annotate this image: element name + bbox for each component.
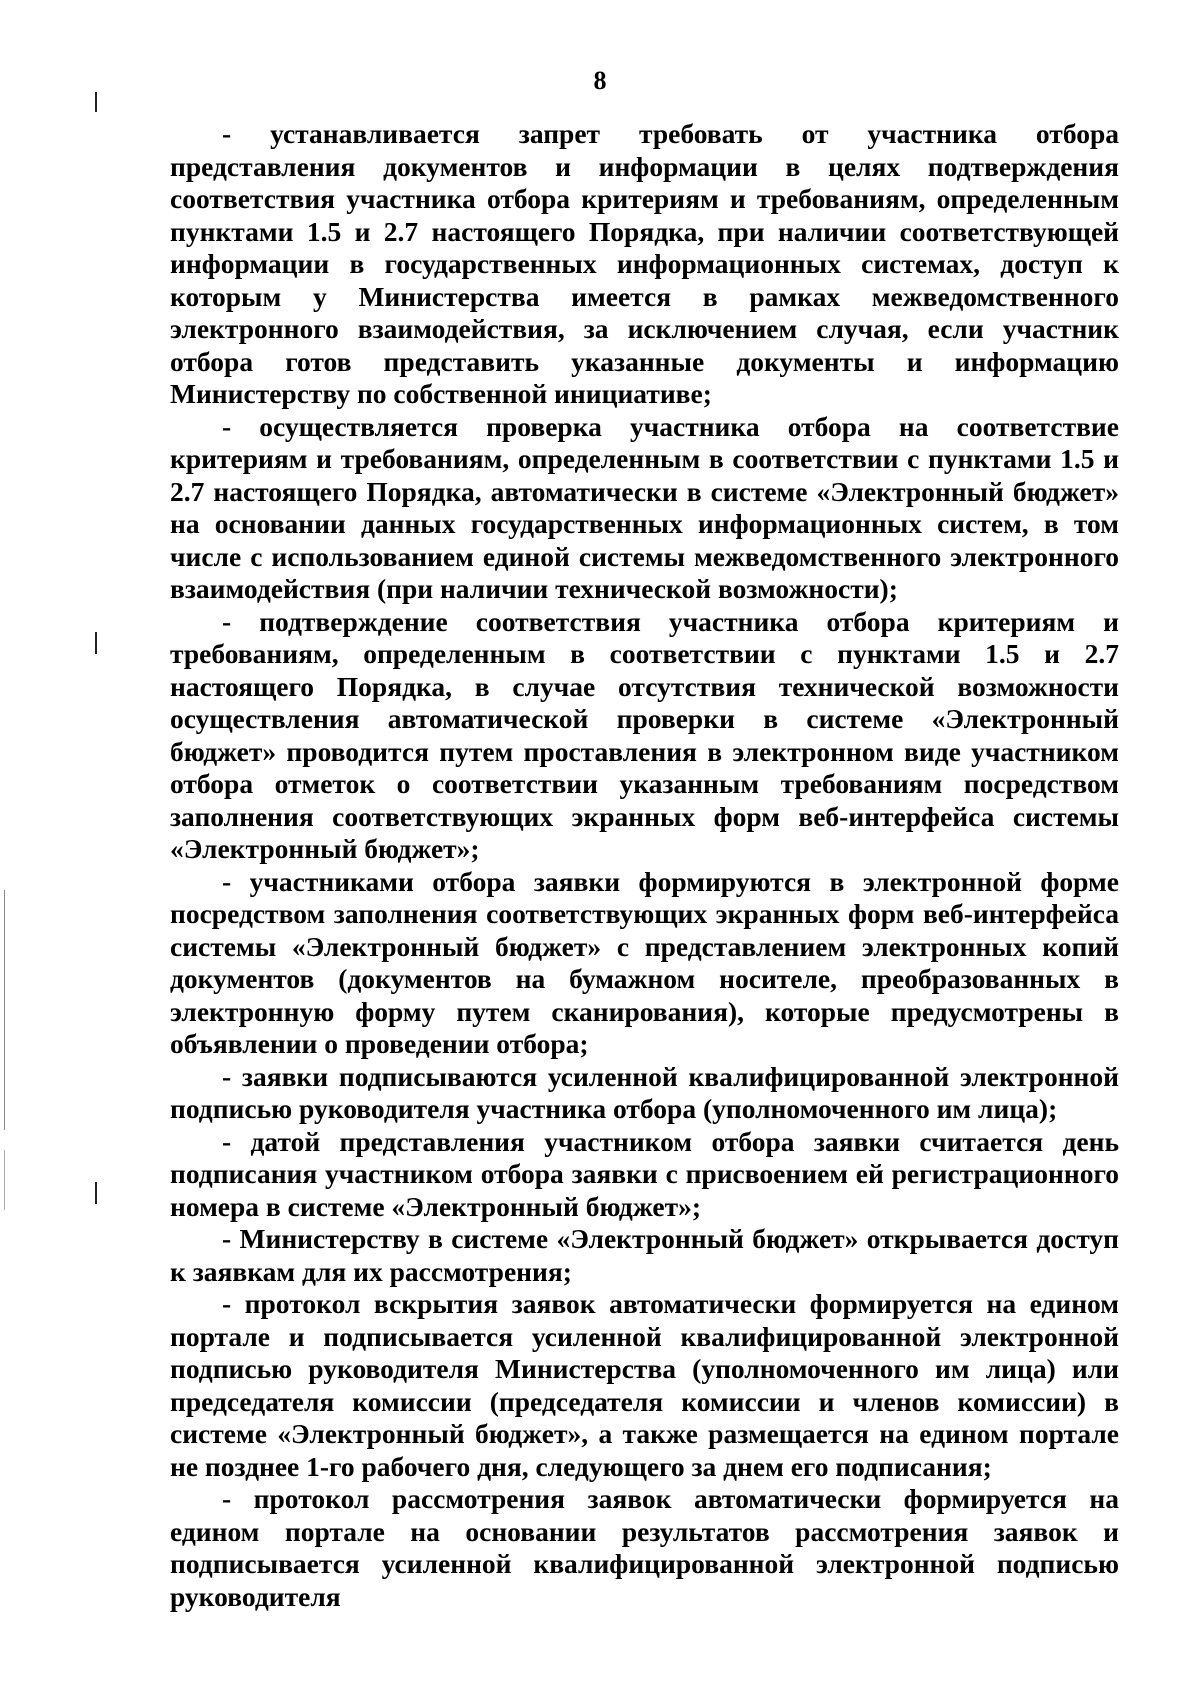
paragraph: - участниками отбора заявки формируются в электронной форме посредством заполнения соответствующих экранных форм веб-интерфейса системы «Электронный бюджет» с представлением электронных копий документов (документов на бумажном носителе, преобразованных в электронную форму путем сканирования), которые предусмотрены в объявлении о проведении отбора; [170, 865, 1119, 1059]
page-number: 8 [593, 66, 607, 95]
paragraph: - устанавливается запрет требовать от участника отбора представления документов и информации в целях подтверждения соответствия участника отбора критериям и требованиям, определенным пунктами 1.5 и 2.7 настоящего Порядка, при наличии соответствующей информации в государственных информационных системах, доступ к которым у Министерства имеется в рамках межведомственного электронного взаимодействия, за исключением случая, если участник отбора готов представить указанные документы и информацию Министерству по собственной инициативе; [170, 118, 1119, 409]
paragraph: - протокол рассмотрения заявок автоматически формируется на едином портале на основании результатов рассмотрения заявок и подписывается усиленной квалифицированной электронной подписью руководителя [170, 1483, 1119, 1612]
paragraph: - осуществляется проверка участника отбора на соответствие критериям и требованиям, определенным в соответствии с пунктами 1.5 и 2.7 настоящего Порядка, автоматически в системе «Электронный бюджет» на основании данных государственных информационных систем, в том числе с использованием единой системы межведомственного электронного взаимодействия (при наличии технической возможности); [170, 410, 1119, 604]
scan-edge-line [4, 890, 5, 1130]
paragraph: - датой представления участником отбора заявки считается день подписания участником отбора заявки с присвоением ей регистрационного номера в системе «Электронный бюджет»; [170, 1125, 1119, 1222]
paragraph: - протокол вскрытия заявок автоматически формируется на едином портале и подписывается усиленной квалифицированной электронной подписью руководителя Министерства (уполномоченного им лица) или председателя комиссии (председателя комиссии и членов комиссии) в системе «Электронный бюджет», а также размещается на едином портале не позднее 1-го рабочего дня, следующего за днем его подписания; [170, 1288, 1119, 1482]
paragraph: - подтверждение соответствия участника отбора критериям и требованиям, определенным в соответствии с пунктами 1.5 и 2.7 настоящего Порядка, в случае отсутствия технической возможности осуществления автоматической проверки в системе «Электронный бюджет» проводится путем проставления в электронном виде участником отбора отметок о соответствии указанным требованиям посредством заполнения соответствующих экранных форм веб-интерфейса системы «Электронный бюджет»; [170, 605, 1119, 864]
scan-edge-line [4, 1150, 5, 1210]
paragraph: - Министерству в системе «Электронный бюджет» открывается доступ к заявкам для их рассмотрения; [170, 1223, 1119, 1287]
margin-mark [95, 1182, 97, 1204]
document-body [170, 118, 1119, 1613]
margin-mark [95, 632, 97, 654]
paragraph: - заявки подписываются усиленной квалифицированной электронной подписью руководителя участника отбора (уполномоченного им лица); [170, 1060, 1119, 1124]
